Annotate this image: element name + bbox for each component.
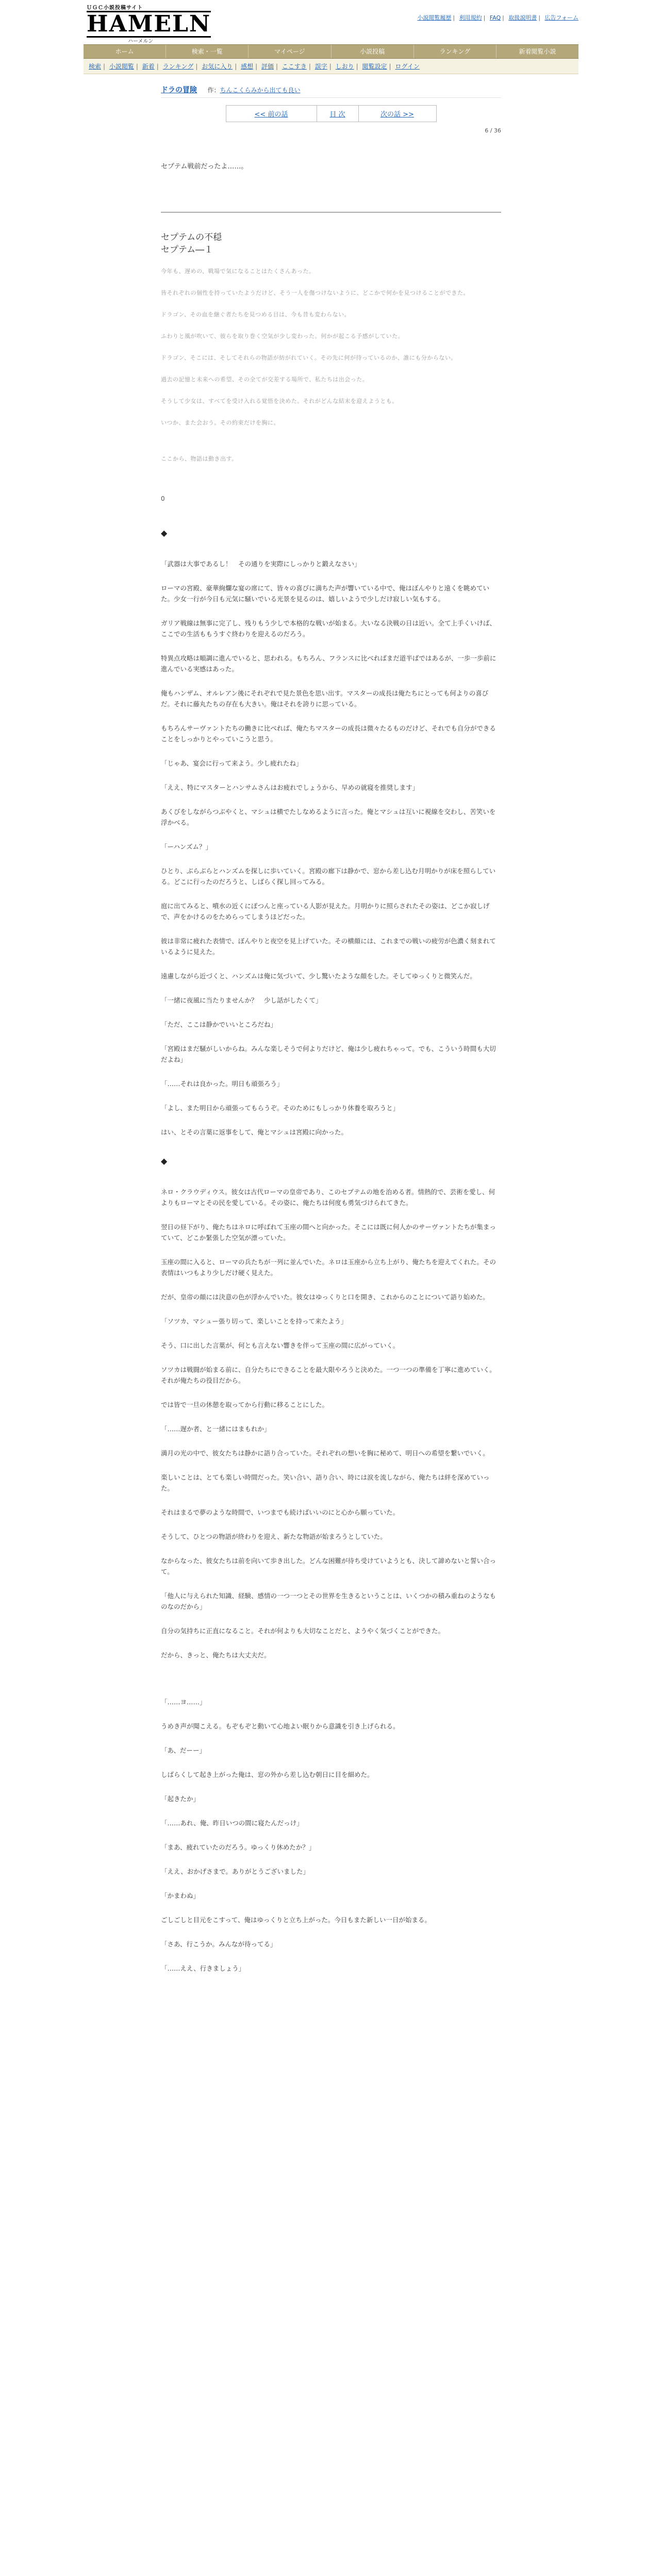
header-link-manual[interactable]: 取扱説明書 [508, 14, 537, 21]
story-paragraph: うめき声が聞こえる。もぞもぞと動いて心地よい眠りから意識を引き上げられる。 [161, 1722, 400, 1730]
chapter-subtitle: セプテム―１ [161, 245, 213, 255]
breadcrumb [161, 84, 501, 98]
subnav-link[interactable]: ログイン [395, 63, 420, 70]
story-paragraph: 「宮殿はまだ騒がしいからね。みんな楽しそうで何よりだけど、俺は少し疲れちゃって。でも、こういう時間も大切だよね」 [161, 1045, 496, 1063]
faint-paragraph: 皆それぞれの個性を持っていたようだけど、そう一人を傷つけないように、どこかで何かを見つけることができた。 [161, 290, 469, 296]
subnav-link[interactable]: しおり [335, 63, 354, 70]
para-symbol: 0 [161, 495, 165, 502]
story-paragraph: 俺もハンザム、オルレアン後にそれぞれで見た景色を思い出す。マスターの成長は俺たちにとっても何よりの喜びだ。それに藤丸たちの存在も大きい。俺はそれを誇りに思っている。 [161, 689, 489, 708]
story-paragraph: では皆で一旦の休憩を取ってから行動に移ることにした。 [161, 1401, 329, 1409]
story-paragraph: 「ええ、おかげさまで。ありがとうございました」 [161, 1868, 310, 1875]
nav-tab-post[interactable]: 小説投稿 [332, 45, 414, 58]
nav-tab-search[interactable]: 検索・一覧 [166, 45, 249, 58]
story-paragraph: そう、口に出した言葉が、何とも言えない響きを伴って玉座の間に広がっていく。 [161, 1342, 400, 1349]
main-content [161, 84, 501, 1974]
story-paragraph: 翌日の昼下がり、俺たちはネロに呼ばれて玉座の間へと向かった。そこには既に何人かのサーヴァントたちが集まっていて、どこか緊張した空気が漂っていた。 [161, 1223, 496, 1242]
story-paragraph: 「一緒に夜風に当たりませんか？ 少し話がしたくて」 [161, 996, 322, 1004]
logo-subtitle: ハーメルン [128, 39, 154, 44]
story-paragraph: だから、きっと、俺たちは大丈夫だ。 [161, 1651, 271, 1659]
author-prefix: 作： [207, 87, 220, 94]
author-link[interactable]: ちんこくらみから出ても良い [220, 87, 301, 94]
story-paragraph: 「……それは良かった。明日も頑張ろう」 [161, 1080, 284, 1088]
logo-title: HAMELN [87, 11, 211, 37]
story-paragraph: しばらくして起き上がった俺は、窓の外から差し込む朝日に目を細めた。 [161, 1771, 374, 1778]
faint-paragraph: いつか、また会おう。その約束だけを胸に。 [161, 419, 279, 426]
header-link-history[interactable]: 小説閲覧履歴 [417, 14, 452, 21]
site-logo[interactable] [87, 3, 211, 44]
story-paragraph: だが、皇帝の顔には決意の色が浮かんでいた。彼女はゆっくりと口を開き、これからのことについて語り始めた。 [161, 1293, 489, 1301]
story-paragraph: 「ええ、特にマスターとハンサムさんはお疲れでしょうから、早めの就寝を推奨します」 [161, 784, 419, 791]
story-section-1 [161, 558, 501, 1138]
subnav-link[interactable]: 感想 [241, 63, 254, 70]
header-link-faq[interactable]: FAQ [489, 14, 501, 21]
novel-title-link[interactable]: ドラの冒険 [161, 86, 197, 94]
sub-nav: 検索 | 小説閲覧 | 新着 | ランキング | お気に入り | 感想 | 評価 | ここすき | 誤字 | しおり | 閲覧設定 | ログイン [84, 59, 578, 74]
subnav-link[interactable]: 評価 [261, 63, 274, 70]
toc-link[interactable]: 目 次 [329, 111, 345, 118]
preface-text: セプテム戦前だったよ……。 [161, 163, 248, 171]
story-paragraph: はい、とその言葉に返事をして、俺とマシュは宮殿に向かった。 [161, 1128, 348, 1136]
faint-paragraph: 過去の記憶と未来への希望、その全てが交差する場所で、私たちは出会った。 [161, 376, 369, 383]
story-paragraph: 「……遅か者、と一緒にはまもれか」 [161, 1425, 271, 1433]
page-number: 6 / 36 [485, 127, 501, 134]
chapter-heading [161, 231, 501, 256]
story-paragraph: 「起きたか」 [161, 1795, 200, 1803]
story-paragraph: 「まあ、疲れていたのだろう。ゆっくり休めたか？」 [161, 1843, 316, 1851]
faint-paragraph: 今年も、遅めの、戦場で気になることはたくさんあった。 [161, 268, 315, 275]
prev-chapter-link[interactable]: << 前の話 [254, 111, 288, 118]
story-paragraph: 「……あれ、俺、昨日いつの間に寝たんだっけ」 [161, 1819, 303, 1827]
logo-tagline: ＵＧＣ小説投稿サイト [87, 5, 143, 11]
nav-tab-home[interactable]: ホーム [84, 45, 166, 58]
nav-tab-ranking[interactable]: ランキング [414, 45, 496, 58]
story-paragraph: 「……ええ、行きましょう」 [161, 1964, 245, 1972]
subnav-link[interactable]: お気に入り [202, 63, 233, 70]
main-nav [84, 44, 578, 59]
story-paragraph: 遠慮しながら近づくと、ハンズムは俺に気づいて、少し驚いたような顔をした。そしてゆっくりと微笑んだ。 [161, 972, 476, 980]
story-paragraph: 彼は非常に疲れた表情で、ぼんやりと夜空を見上げていた。その横顔には、これまでの戦いの疲労が色濃く刻まれているように見えた。 [161, 937, 496, 956]
story-paragraph: 満月の光の中で、彼女たちは静かに語り合っていた。それぞれの想いを胸に秘めて、明日への希望を繋いでいく。 [161, 1449, 489, 1457]
story-paragraph: 特異点攻略は順調に進んでいると、思われる。もちろん、フランスに比べればまだ道半ばではあるが、一歩一歩前に進んでいる実感はあった。 [161, 654, 496, 673]
story-section-2 [161, 1187, 501, 1660]
site-header [84, 0, 578, 44]
faint-intro [161, 266, 501, 464]
subnav-link[interactable]: 誤字 [315, 63, 327, 70]
subnav-link[interactable]: ここすき [282, 63, 307, 70]
story-paragraph: なからなった、彼女たちは前を向いて歩き出した。どんな困難が待ち受けていようとも、決して諦めないと誓い合って。 [161, 1557, 496, 1575]
story-paragraph: それはまるで夢のような時間で、いつまでも続けばいいのにと心から願っていた。 [161, 1509, 400, 1516]
story-paragraph: あくびをしながらつぶやくと、マシュは横でたしなめるように言った。俺とマシュは互いに視線を交わし、苦笑いを浮かべる。 [161, 808, 496, 826]
story-paragraph: 「さあ、行こうか。みんなが待ってる」 [161, 1940, 277, 1948]
story-paragraph: ローマの宮殿、豪華絢爛な宴の席にて、皆々の喜びに満ちた声が響いている中で、俺はぼんやりと遠くを眺めていた。少女一行が今日も元気に騒いでいる光景を見るのは、嬉しいようで少しだけ寂しい気もする。 [161, 584, 490, 603]
subnav-link[interactable]: ランキング [162, 63, 194, 70]
story-paragraph: ガリア戦線は無事に完了し、残りもう少しで本格的な戦いが始まる。大いなる決戦の日は近い。全て上手くいけば、ここでの生活ももうすぐ終わりを迎えるのだろう。 [161, 619, 496, 638]
story-paragraph: ごしごしと目元をこすって、俺はゆっくりと立ち上がった。今日もまた新しい一日が始まる。 [161, 1916, 431, 1924]
story-paragraph: そうして、ひとつの物語が終わりを迎え、新たな物語が始まろうとしていた。 [161, 1533, 387, 1540]
story-paragraph: 「あ、だーー」 [161, 1747, 206, 1754]
nav-tab-new[interactable]: 新着閲覧小説 [519, 48, 556, 55]
chapter-pager [161, 105, 501, 122]
subnav-link[interactable]: 新着 [142, 63, 155, 70]
story-paragraph: 「……ヨ……」 [161, 1698, 206, 1706]
story-paragraph: ソツカは戦闘が始まる前に、自分たちにできることを最大限やろうと決めた。一つ一つの準備を丁寧に進めていく。それが俺たちの役目だから。 [161, 1366, 496, 1384]
header-links: 小説閲覧履歴 | 利用規約 | FAQ | 取扱説明書 | 広告フォーム [417, 14, 578, 21]
next-chapter-link[interactable]: 次の話 >> [380, 111, 414, 118]
subnav-link[interactable]: 閲覧設定 [362, 63, 387, 70]
story-paragraph: 自分の気持ちに正直になること。それが何よりも大切なことだと、ようやく気づくことができた。 [161, 1627, 445, 1635]
story-paragraph: 「じゃあ、宴会に行って来よう。少し疲れたね」 [161, 759, 303, 767]
section-break: ◆ [161, 528, 168, 538]
story-paragraph: ひとり、ぶらぶらとハンズムを探しに歩いていく。宮殿の廊下は静かで、窓から差し込む月明かりが床を照らしている。どこに行ったのだろうと、しばらく探し回ってみる。 [161, 867, 496, 886]
story-paragraph: 玉座の間に入ると、ローマの兵たちが一列に並んでいた。ネロは玉座から立ち上がり、俺たちを迎えてくれた。その表情はいつもより少しだけ硬く見えた。 [161, 1258, 496, 1277]
story-paragraph: 「かまわぬ」 [161, 1892, 200, 1900]
story-paragraph: もちろんサーヴァントたちの働きに比べれば、俺たちマスターの成長は微々たるものだけど、それでも自分ができることをしっかりとやっていこうと思う。 [161, 724, 496, 743]
divider [161, 212, 501, 213]
subnav-link[interactable]: 小説閲覧 [109, 63, 134, 70]
faint-paragraph: ここから、物語は動き出す。 [161, 455, 238, 462]
nav-tab-mypage[interactable]: マイページ [249, 45, 331, 58]
story-paragraph: 「ただ、ここは静かでいいところだね」 [161, 1021, 277, 1028]
header-link-terms[interactable]: 利用規約 [459, 14, 482, 21]
faint-paragraph: そうして少女は、すべてを受け入れる覚悟を決めた。それがどんな結末を迎えようとも。 [161, 398, 398, 404]
story-paragraph: 「ソツカ、マシュー張り切って、楽しいことを持って来たよう」 [161, 1317, 347, 1325]
story-paragraph: 「他人に与えられた知識、経験、感情の一つ一つとその世界を生きるということは、いくつかの積み重ねのようなものなのだから」 [161, 1592, 496, 1611]
subnav-link[interactable]: 検索 [89, 63, 102, 70]
story-paragraph: 「よし、また明日から頑張ってもらうぞ。そのためにもしっかり休養を取ろうと」 [161, 1104, 400, 1112]
header-link-ad-form[interactable]: 広告フォーム [544, 14, 578, 21]
section-break: ◆ [161, 1156, 168, 1166]
author-line [207, 87, 300, 94]
story-paragraph: 楽しいことは、とても楽しい時間だった。笑い合い、語り合い、時には涙を流しながら、俺たちは絆を深めていった。 [161, 1473, 490, 1492]
story-section-3 [161, 1697, 501, 1974]
story-paragraph: 「武器は大事であるし！ その通りを実際にしっかりと鍛えなさい」 [161, 560, 361, 568]
faint-paragraph: ふわりと風が吹いて、彼らを取り巻く空気が少し変わった。何かが起こる予感がしていた。 [161, 333, 404, 340]
faint-paragraph: ドラゴン、そこには、そしてそれらの物語が紡がれていく。その先に何が待っているのか、誰にも分からない。 [161, 354, 457, 361]
story-paragraph: ネロ・クラウディウス。彼女は古代ローマの皇帝であり、このセプテムの地を治める者。情熱的で、芸術を愛し、何よりもローマとその民を愛している。その姿に、俺たちは何度も勇気づけられてきた。 [161, 1188, 495, 1207]
story-paragraph: 庭に出てみると、噴水の近くにぽつんと座っている人影が見えた。月明かりに照らされたその姿は、どこか寂しげで、声をかけるのをためらってしまうほどだった。 [161, 902, 490, 921]
chapter-title: セプテムの不穏 [161, 232, 222, 243]
story-paragraph: 「ーハンズム？」 [161, 843, 212, 851]
faint-paragraph: ドラゴン、その血を継ぐ者たちを見つめる目は、今も昔も変わらない。 [161, 311, 351, 318]
